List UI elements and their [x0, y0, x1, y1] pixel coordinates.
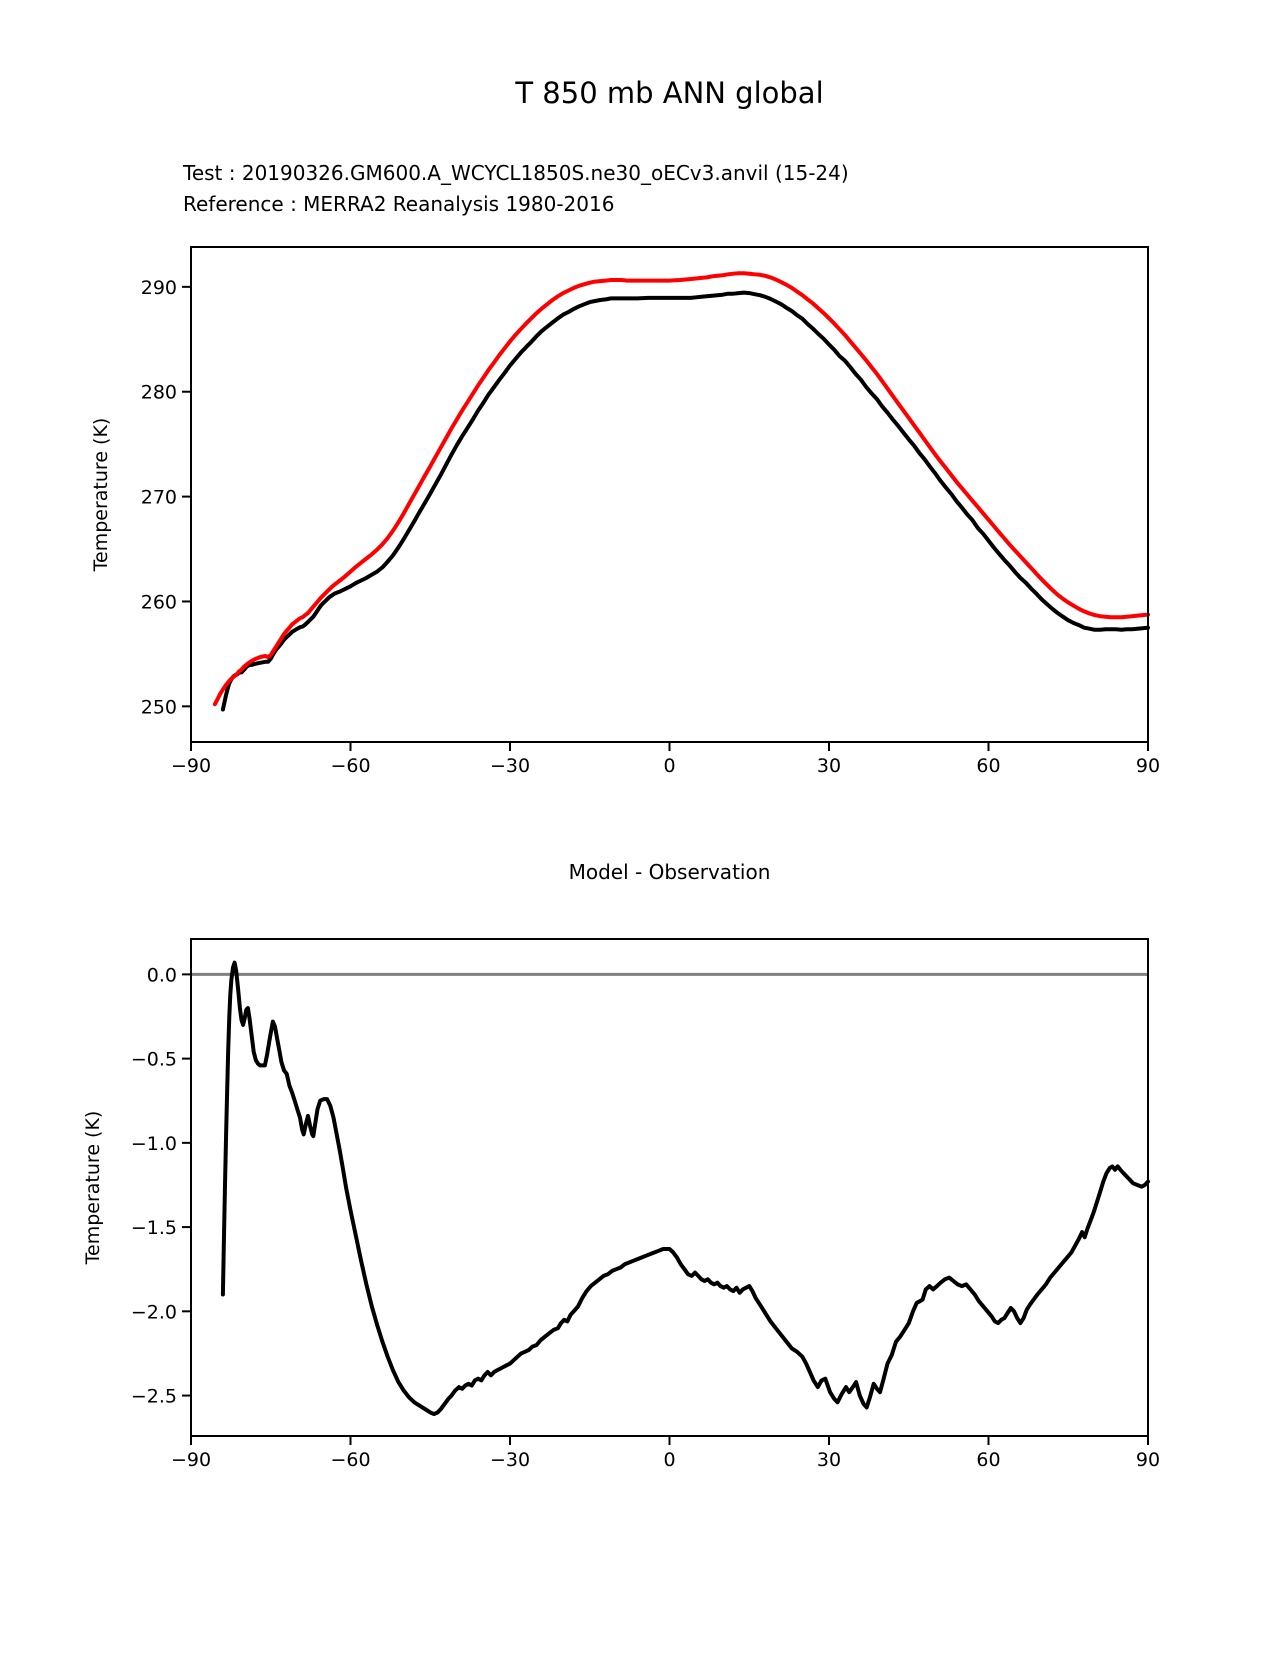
bottom-panel [82, 860, 1160, 1471]
x-tick-label: 30 [816, 1449, 842, 1471]
y-tick-label: 260 [140, 591, 177, 614]
y-tick-label: 270 [140, 486, 177, 509]
x-tick-label: −30 [489, 755, 531, 777]
y-tick-label: −0.5 [130, 1048, 177, 1071]
y-tick-label: −2.5 [130, 1385, 177, 1408]
y-tick-label: −1.5 [130, 1217, 177, 1240]
test-label: Test : 20190326.GM600.A_WCYCL1850S.ne30_oECv3.anvil (15-24) [183, 161, 849, 185]
bottom-panel-title: Model - Observation [568, 860, 771, 884]
x-tick-label: −30 [489, 1449, 531, 1471]
y-tick-label: 280 [140, 381, 177, 404]
y-tick-label: −1.0 [130, 1132, 177, 1155]
y-tick-label: 250 [140, 696, 177, 719]
bottom-panel-frame [191, 939, 1148, 1436]
test-series-line [223, 293, 1148, 710]
x-tick-label: −60 [330, 1449, 371, 1471]
figure-title: T 850 mb ANN global [515, 76, 824, 110]
bottom-panel-ylabel: Temperature (K) [82, 1110, 104, 1265]
top-panel-ylabel: Temperature (K) [90, 417, 112, 572]
y-tick-label: −2.0 [130, 1301, 177, 1324]
x-tick-label: 30 [816, 755, 842, 777]
x-tick-label: 0 [663, 755, 676, 777]
x-tick-label: −60 [330, 755, 371, 777]
x-tick-label: −90 [170, 1449, 212, 1471]
bottom-panel-ticks [131, 964, 1160, 1471]
x-tick-label: 60 [976, 755, 1001, 777]
diff-series-line [223, 963, 1148, 1415]
top-panel [90, 247, 1160, 777]
top-panel-frame [191, 247, 1148, 742]
reference-label: Reference : MERRA2 Reanalysis 1980-2016 [183, 192, 615, 216]
x-tick-label: 0 [663, 1449, 676, 1471]
y-tick-label: 290 [140, 276, 177, 299]
x-tick-label: 60 [976, 1449, 1001, 1471]
x-tick-label: 90 [1135, 1449, 1161, 1471]
y-tick-label: 0.0 [146, 964, 177, 987]
x-tick-label: 90 [1135, 755, 1161, 777]
reference-series-line [215, 273, 1148, 704]
top-panel-ticks [141, 277, 1160, 777]
x-tick-label: −90 [170, 755, 212, 777]
